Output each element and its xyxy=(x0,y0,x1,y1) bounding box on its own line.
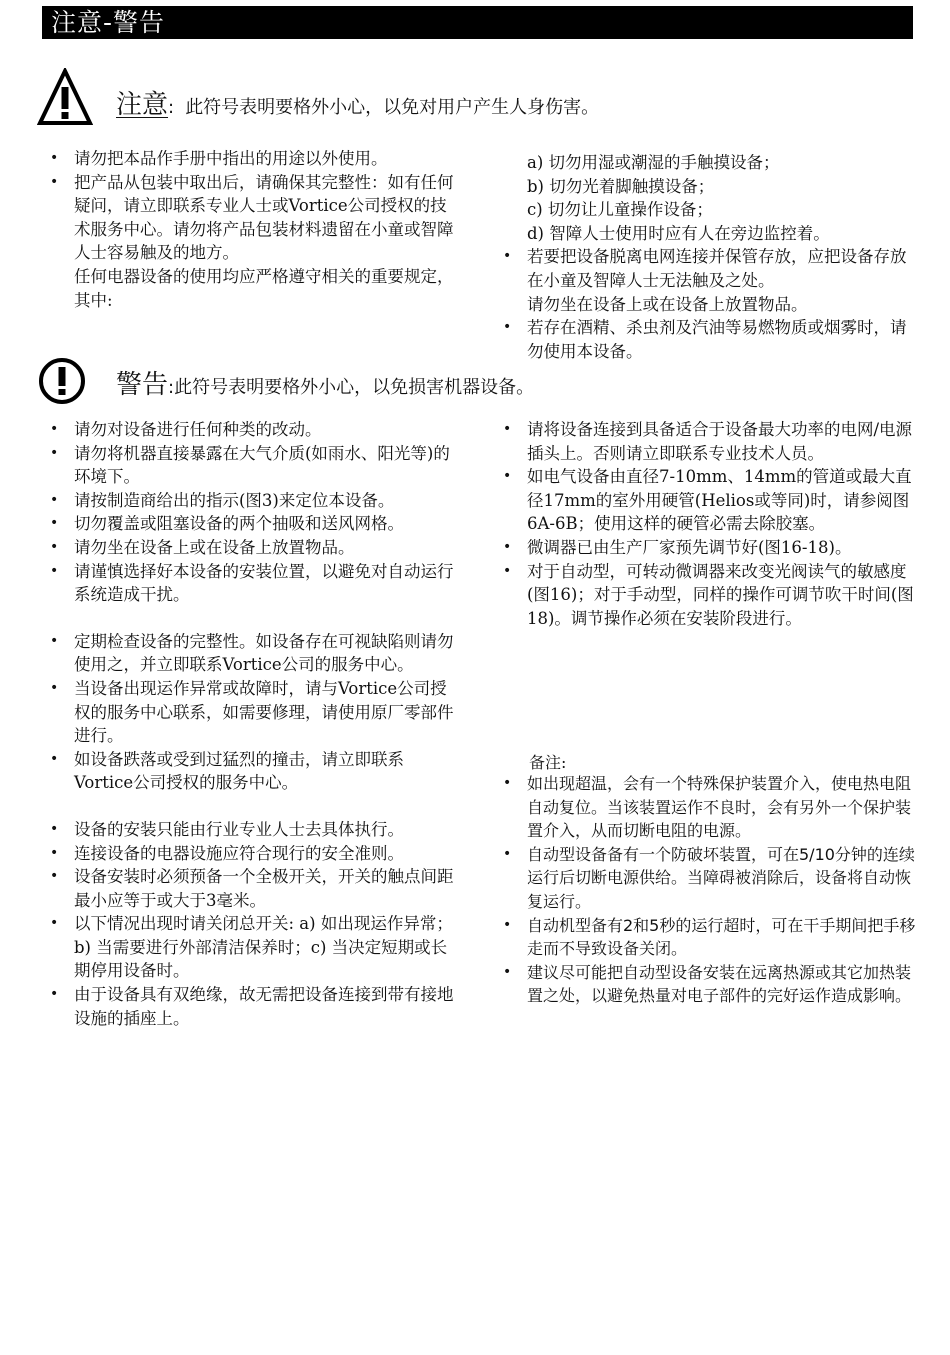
list-item: • 由于设备具有双绝缘，故无需把设备连接到带有接地设施的插座上。 xyxy=(46,983,462,1030)
list-item: • 请勿对设备进行任何种类的改动。 xyxy=(46,418,462,442)
list-item: • 如设备跌落或受到过猛烈的撞击，请立即联系Vortice公司授权的服务中心。 xyxy=(46,748,462,795)
caution-colon: : xyxy=(168,97,175,118)
caution-heading xyxy=(116,84,599,121)
list-item: • 如电气设备由直径7-10mm、14mm的管道或最大直径17mm的室外用硬管(Helios或等同)时，请参阅图6A-6B；使用这样的硬管必需去除胶塞。 xyxy=(499,465,917,536)
caution-word: 注意 xyxy=(116,90,169,120)
caution-triangle-icon xyxy=(37,68,93,126)
list-item: • 建议尽可能把自动型设备安装在远离热源或其它加热装置之处，以避免热量对电子部件的完好运作造成影响。 xyxy=(499,961,917,1008)
page-title: 注意-警告 xyxy=(51,8,166,37)
caution-right-list xyxy=(499,151,917,363)
list-item: • 请勿坐在设备上或在设备上放置物品。 xyxy=(46,536,462,560)
list-item: • 请按制造商给出的指示(图3)来定位本设备。 xyxy=(46,489,462,513)
warning-right-list xyxy=(499,418,917,630)
list-item: • 定期检查设备的完整性。如设备存在可视缺陷则请勿使用之，并立即联系Vortice公司的服务中心。 xyxy=(46,630,462,677)
title-bar xyxy=(42,6,913,39)
warning-circle-icon xyxy=(38,357,86,405)
list-item: • 连接设备的电器设施应符合现行的安全准则。 xyxy=(46,842,462,866)
list-item: • 对于自动型，可转动微调器来改变光阀读气的敏感度(图16)；对于手动型，同样的操作可调节吹干时间(图18)。调节操作必须在安装阶段进行。 xyxy=(499,560,917,631)
list-item: a) 切勿用湿或潮湿的手触摸设备； xyxy=(527,153,780,172)
list-item: • 把产品从包装中取出后，请确保其完整性：如有任何疑问，请立即联系专业人士或Vortice公司授权的技术服务中心。请勿将产品包装材料遗留在小童或智障人士容易触及的地方。 xyxy=(46,171,458,265)
list-item: • 请将设备连接到具备适合于设备最大功率的电网/电源插头上。否则请立即联系专业技术人员。 xyxy=(499,418,917,465)
caution-left-list xyxy=(46,147,458,312)
list-item: • 自动机型备有2和5秒的运行超时，可在干手期间把手移走而不导致设备关闭。 xyxy=(499,914,917,961)
warning-heading xyxy=(116,364,534,401)
list-item: 请勿坐在设备上或在设备上放置物品。 xyxy=(527,294,808,314)
list-item: c) 切勿让儿童操作设备； xyxy=(527,200,713,220)
note-label: 备注: xyxy=(529,753,567,772)
list-item: • 当设备出现运作异常或故障时，请与Vortice公司授权的服务中心联系，如需要修理，请使用原厂零部件进行。 xyxy=(46,677,462,748)
list-item: • 若存在酒精、杀虫剂及汽油等易燃物质或烟雾时，请勿使用本设备。 xyxy=(499,316,917,363)
list-item: b) 切勿光着脚触摸设备； xyxy=(527,176,715,196)
list-item: • 切勿覆盖或阻塞设备的两个抽吸和送风网格。 xyxy=(46,512,462,536)
list-item: • 微调器已由生产厂家预先调节好(图16-18)。 xyxy=(499,536,917,560)
list-item: 任何电器设备的使用均应严格遵守相关的重要规定，其中: xyxy=(74,266,454,310)
warning-description: :此符号表明要格外小心，以免损害机器设备。 xyxy=(168,377,535,398)
warning-word: 警告 xyxy=(116,370,169,400)
list-item: • 设备安装时必须预备一个全极开关，开关的触点间距最小应等于或大于3毫米。 xyxy=(46,865,462,912)
list-item: • 请勿将机器直接暴露在大气介质(如雨水、阳光等)的环境下。 xyxy=(46,442,462,489)
list-item: d) 智障人士使用时应有人在旁边监控着。 xyxy=(527,223,830,243)
list-item: • 以下情况出现时请关闭总开关: a) 如出现运作异常；b) 当需要进行外部清洁保养时；c) 当决定短期或长期停用设备时。 xyxy=(46,912,462,983)
list-item: • 设备的安装只能由行业专业人士去具体执行。 xyxy=(46,818,462,842)
list-item: • 请勿把本品作手册中指出的用途以外使用。 xyxy=(46,147,458,171)
warning-left-list xyxy=(46,418,462,1030)
caution-description: 此符号表明要格外小心，以免对用户产生人身伤害。 xyxy=(185,97,600,118)
list-item: • 自动型设备备有一个防破坏装置，可在5/10分钟的连续运行后切断电源供给。当障碍被消除后，设备将自动恢复运行。 xyxy=(499,843,917,914)
note-list xyxy=(499,772,917,1008)
list-item: • 如出现超温，会有一个特殊保护装置介入，使电热电阻自动复位。当该装置运作不良时，会有另外一个保护装置介入，从而切断电阻的电源。 xyxy=(499,772,917,843)
list-item: • 若要把设备脱离电网连接并保管存放，应把设备存放在小童及智障人士无法触及之处。 xyxy=(499,245,917,292)
list-item: • 请谨慎选择好本设备的安装位置，以避免对自动运行系统造成干扰。 xyxy=(46,560,462,607)
